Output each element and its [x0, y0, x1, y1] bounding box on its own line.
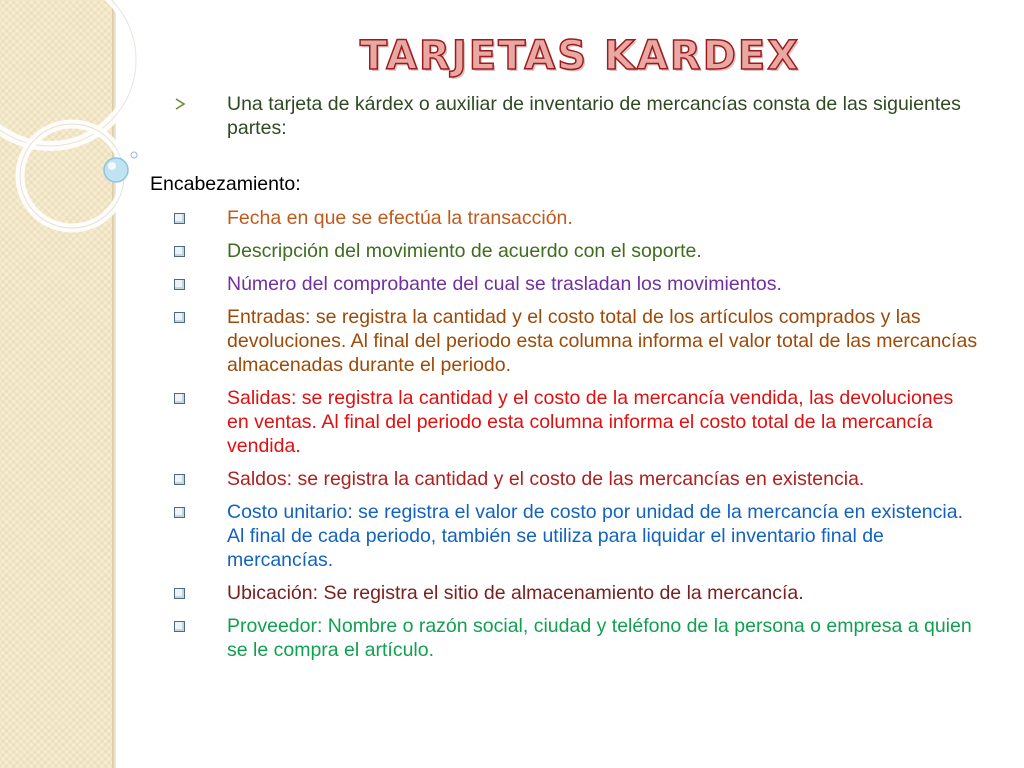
list-item-salidas — [150, 386, 980, 458]
checkbox-bullet-icon — [174, 621, 185, 632]
list-item-text: Costo unitario: se registra el valor de costo por unidad de la mercancía en existencia. Al final de cada periodo, también se utiliza para liquidar el inventario final de mercancías. — [227, 501, 963, 571]
list-item-text: Número del comprobante del cual se trasladan los movimientos. — [227, 273, 782, 295]
checkbox-bullet-icon — [174, 213, 185, 224]
slide-title: TARJETAS KARDEX — [359, 33, 801, 79]
intro-bullet — [150, 92, 980, 140]
list-item-descripcion — [150, 239, 980, 263]
slide-content — [150, 92, 980, 671]
checkbox-bullet-icon — [174, 393, 185, 404]
list-item-text: Descripción del movimiento de acuerdo con el soporte. — [227, 240, 702, 262]
list-item-text: Ubicación: Se registra el sitio de almacenamiento de la mercancía. — [227, 582, 804, 604]
list-item-text: Proveedor: Nombre o razón social, ciudad y teléfono de la persona o empresa a quien se le compra el artículo. — [227, 615, 972, 661]
checkbox-bullet-icon — [174, 474, 185, 485]
list-item-text: Salidas: se registra la cantidad y el costo de la mercancía vendida, las devoluciones en ventas. Al final del periodo esta columna informa el costo total de la mercancía vendida. — [227, 387, 954, 457]
list-item-text: Saldos: se registra la cantidad y el costo de las mercancías en existencia. — [227, 468, 865, 490]
list-item-ubicacion — [150, 581, 980, 605]
list-item-fecha — [150, 206, 980, 230]
checkbox-bullet-icon — [174, 588, 185, 599]
list-item-costo-unitario — [150, 500, 980, 572]
list-item-numero — [150, 272, 980, 296]
checkbox-bullet-icon — [174, 279, 185, 290]
list-item-saldos — [150, 467, 980, 491]
section-heading: Encabezamiento: — [150, 173, 301, 195]
list-item-text: Fecha en que se efectúa la transacción. — [227, 207, 573, 229]
checkbox-bullet-icon — [174, 507, 185, 518]
arrow-bullet-icon — [174, 98, 186, 110]
list-item-proveedor — [150, 614, 980, 662]
intro-text: Una tarjeta de kárdex o auxiliar de inventario de mercancías consta de las siguientes partes: — [227, 93, 961, 139]
list-item-text: Entradas: se registra la cantidad y el costo total de los artículos comprados y las devoluciones. Al final del periodo esta columna informa el valor total de las mercancías almacenadas durante el periodo. — [227, 306, 978, 376]
checkbox-bullet-icon — [174, 246, 185, 257]
list-item-entradas — [150, 305, 980, 377]
checkbox-bullet-icon — [174, 312, 185, 323]
